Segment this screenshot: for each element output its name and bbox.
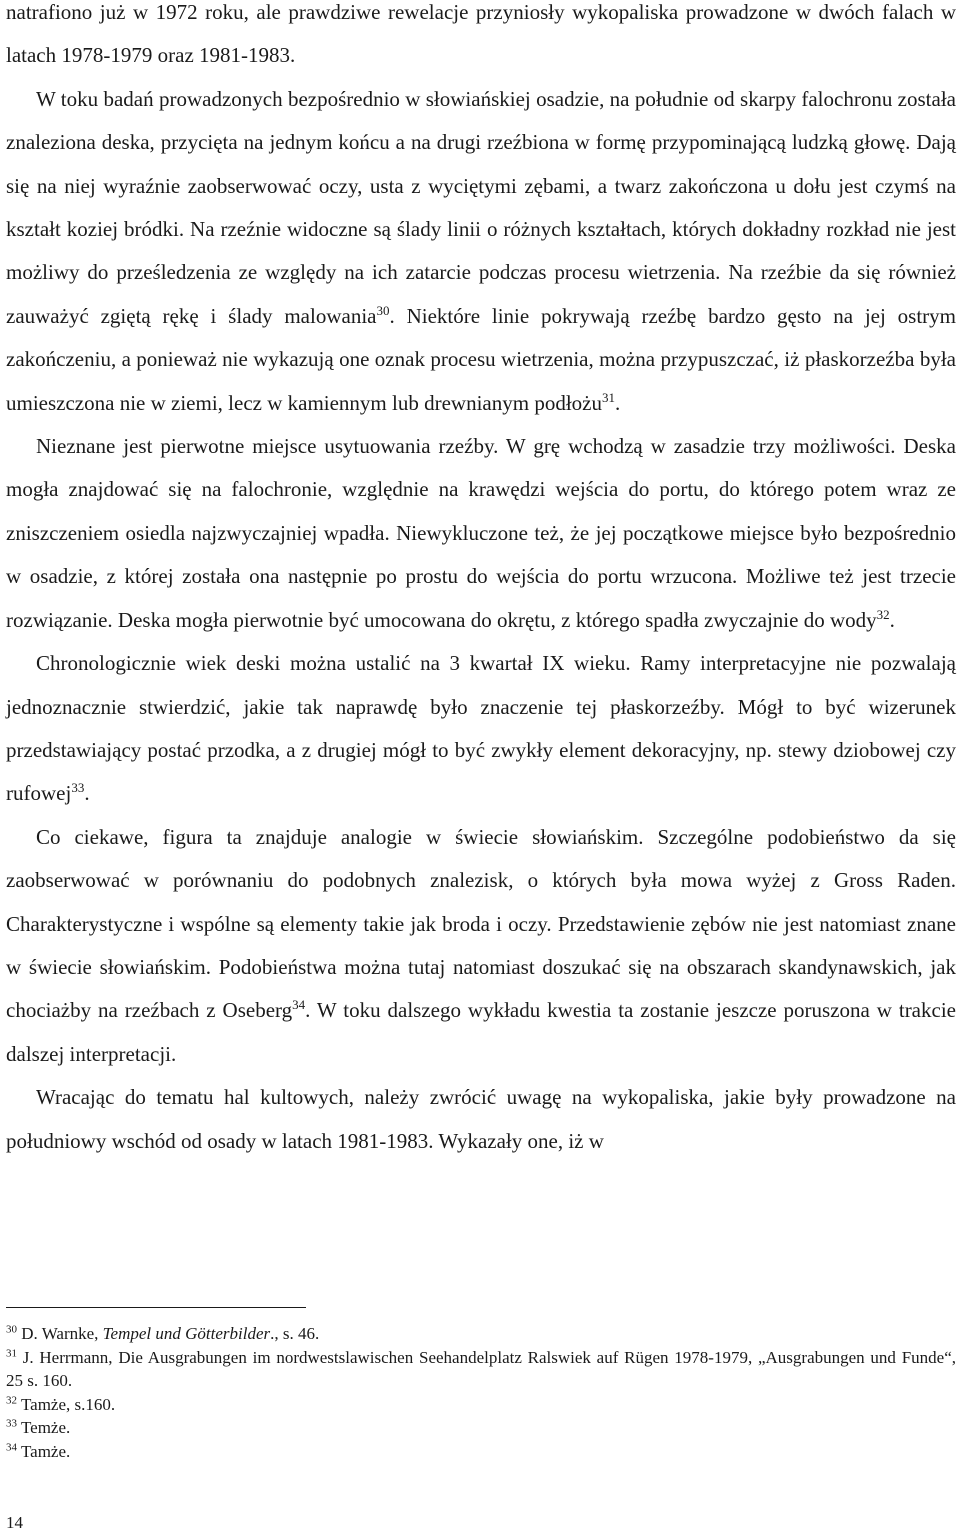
footnote-ref[interactable]: 32 xyxy=(876,606,890,622)
text-run: Chronologicznie wiek deski można ustalić na 3 kwartał IX wieku. Ramy interpretacyjne nie pozwalają jednoznacznie stwierdzić, jakie tak naprawdę było znaczenie tej płaskorzeźby. Mógł to być wizerunek przedstawiający postać przodka, a z drugiej mógł to być zwykły element dekoracyjny, np. stewy dziobowej czy rufowej xyxy=(6,651,956,806)
footnote-text: ., s. 46. xyxy=(270,1324,320,1343)
paragraph-p4 xyxy=(6,816,956,1076)
footnote-number: 31 xyxy=(6,1346,17,1359)
footnote-text: Tamże, s.160. xyxy=(20,1394,116,1414)
footnote-text: J. Herrmann, Die Ausgrabungen im nordwestslawischen Seehandelplatz Ralswiek auf Rügen 1978-1979, „Ausgrabungen und Funde“, 25 s. 160. xyxy=(6,1347,956,1390)
footnote-separator xyxy=(6,1307,306,1308)
footnote-number: 30 xyxy=(6,1323,17,1336)
footnote-number: 34 xyxy=(6,1440,17,1453)
text-run: Nieznane jest pierwotne miejsce usytuowania rzeźby. W grę wchodzą w zasadzie trzy możliwości. Deska mogła znajdować się na falochronie, względnie na krawędzi wejścia do portu, do którego potem wraz ze zniszczeniem osiedla najzwyczajniej wpadła. Niewykluczone też, że jej początkowe miejsce było bezpośrednio w osadzie, z której została ona następnie po prostu do wejścia do portu wrzucona. Możliwe też jest trzecie rozwiązanie. Deska mogła pierwotnie być umocowana do okrętu, z którego spadła zwyczajnie do wody xyxy=(6,434,956,632)
footnote-34 xyxy=(6,1440,956,1464)
footnote-32 xyxy=(6,1393,956,1417)
paragraph-p5 xyxy=(6,1076,956,1163)
paragraph-p2 xyxy=(6,425,956,642)
text-run: . xyxy=(84,781,90,806)
text-run: . xyxy=(889,607,895,632)
paragraph-p3 xyxy=(6,642,956,816)
footnote-number: 33 xyxy=(6,1417,17,1430)
footnote-text: D. Warnke, xyxy=(21,1324,103,1343)
footnote-ref[interactable]: 33 xyxy=(71,780,85,796)
text-run: Wracając do tematu hal kultowych, należy zwrócić uwagę na wykopaliska, jakie były prowadzone na południowy wschód od osady w latach 1981-1983. Wykazały one, iż w xyxy=(6,1085,956,1153)
text-run: . xyxy=(614,390,621,415)
footnote-31 xyxy=(6,1346,956,1393)
footnote-text: Temże. xyxy=(20,1418,71,1437)
paragraph-p0 xyxy=(6,0,956,78)
paragraph-p1 xyxy=(6,78,956,425)
text-run: Co ciekawe, figura ta znajduje analogie w świecie słowiańskim. Szczególne podobieństwo da się zaobserwować w porównaniu do podobnych znalezisk, o których była mowa wyżej z Gross Raden. Charakterystyczne i wspólne są elementy takie jak broda i oczy. Przedstawienie zębów nie jest natomiast znane w świecie słowiańskim. Podobieństwa można tutaj natomiast doszukać się na obszarach skandynawskich, jak chociażby na rzeźbach z Oseberg xyxy=(6,824,956,1023)
footnote-text: Tamże. xyxy=(20,1441,71,1461)
footnote-title: Tempel und Götterbilder xyxy=(102,1324,271,1343)
text-run: natrafiono już w 1972 roku, ale prawdziwe rewelacje przyniosły wykopaliska prowadzone w dwóch falach w latach 1978-1979 oraz 1981-1983. xyxy=(6,0,956,68)
footnote-number: 32 xyxy=(6,1393,17,1406)
main-text xyxy=(6,0,956,1163)
text-run: . Niektóre linie pokrywają rzeźbę bardzo gęsto na jej ostrym zakończeniu, a ponieważ nie wykazują one oznak procesu wietrzenia, można przypuszczać, iż płaskorzeźba była umieszczona nie w ziemi, lecz w kamiennym lub drewnianym podłożu xyxy=(6,303,956,415)
footnote-ref[interactable]: 31 xyxy=(601,389,615,405)
footnote-30 xyxy=(6,1322,956,1346)
footnote-ref[interactable]: 30 xyxy=(376,302,390,318)
text-run: . W toku dalszego wykładu kwestia ta zostanie jeszcze poruszona w trakcie dalszej interpretacji. xyxy=(6,998,956,1066)
footnotes xyxy=(6,1322,956,1463)
footnote-33 xyxy=(6,1416,956,1440)
footnote-ref[interactable]: 34 xyxy=(292,997,306,1013)
page-number: 14 xyxy=(6,1513,23,1532)
text-run: W toku badań prowadzonych bezpośrednio w słowiańskiej osadzie, na południe od skarpy falochronu została znaleziona deska, przycięta na jednym końcu a na drugi rzeźbiona w formę przypominającą ludzką głowę. Dają się na niej wyraźnie zaobserwować oczy, usta z wyciętymi zębami, a twarz zakończona u dołu jest czymś na kształt koziej bródki. Na rzeźnie widoczne są ślady linii o różnych kształtach, których dokładny rozkład nie jest możliwy do prześledzenia ze względy na ich zatarcie podczas procesu wietrzenia. Na rzeźbie da się również zauważyć zgiętą rękę i ślady malowania xyxy=(6,86,956,328)
page-body xyxy=(6,0,956,1163)
